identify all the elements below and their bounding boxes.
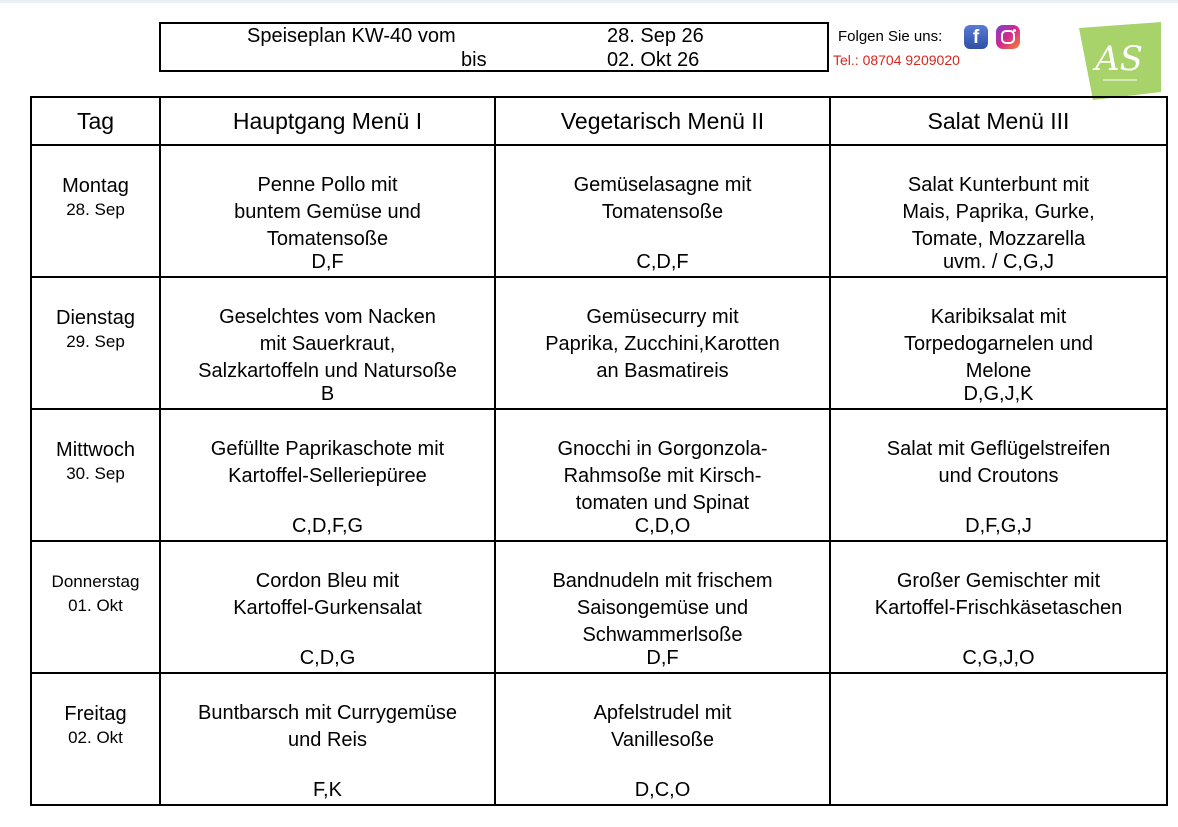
dish-text: Karibiksalat mit Torpedogarnelen und Melone — [903, 306, 1094, 382]
day-date: 02. Okt — [68, 728, 123, 747]
day-date: 29. Sep — [66, 332, 125, 351]
menu2-cell — [495, 145, 830, 277]
allergen-codes: C,G,J,O — [962, 647, 1035, 669]
day-date: 01. Okt — [68, 596, 123, 615]
dish-text: Gemüselasagne mit Tomatensoße — [573, 174, 752, 223]
table-row — [31, 409, 1167, 541]
menu2-cell — [495, 277, 830, 409]
plan-title: Speiseplan KW-40 vom — [247, 25, 456, 47]
table-row — [31, 541, 1167, 673]
allergen-codes: D,C,O — [634, 779, 691, 801]
day-name: Freitag — [64, 703, 127, 725]
menu3-cell — [830, 541, 1167, 673]
day-cell — [31, 541, 160, 673]
menu1-cell — [160, 277, 495, 409]
col-header-menu3: Salat Menü III — [830, 97, 1167, 145]
social-label: Folgen Sie uns: — [838, 28, 943, 45]
dish-text: Bandnudeln mit frischem Saisongemüse und Schwammerlsoße — [552, 570, 773, 646]
week-header — [159, 22, 829, 72]
allergen-codes: B — [320, 383, 335, 405]
menu3-cell — [830, 277, 1167, 409]
day-name: Mittwoch — [56, 439, 135, 461]
col-header-menu2: Vegetarisch Menü II — [495, 97, 830, 145]
day-cell — [31, 409, 160, 541]
menu3-cell — [830, 673, 1167, 805]
day-date: 30. Sep — [66, 464, 125, 483]
col-header-day: Tag — [31, 97, 160, 145]
dish-text: Buntbarsch mit Currygemüse und Reis — [198, 702, 457, 751]
instagram-icon[interactable] — [996, 25, 1020, 49]
menu-table — [30, 96, 1168, 806]
allergen-codes: uvm. / C,G,J — [942, 251, 1055, 273]
dish-text: Cordon Bleu mit Kartoffel-Gurkensalat — [233, 570, 422, 619]
logo-graphic — [1079, 22, 1161, 100]
dish-text: Geselchtes vom Nacken mit Sauerkraut, Salzkartoffeln und Natursoße — [198, 306, 457, 382]
table-row — [31, 277, 1167, 409]
day-cell — [31, 145, 160, 277]
brand-logo — [1079, 22, 1161, 100]
menu2-cell — [495, 409, 830, 541]
allergen-codes: C,D,G — [299, 647, 356, 669]
table-row — [31, 673, 1167, 805]
day-name: Donnerstag — [51, 572, 140, 591]
allergen-codes: D,F — [311, 251, 344, 273]
date-to: 02. Okt 26 — [607, 49, 700, 71]
dish-text: Gemüsecurry mit Paprika, Zucchini,Karotten an Basmatireis — [545, 306, 780, 382]
menu3-cell — [830, 409, 1167, 541]
menu1-cell — [160, 409, 495, 541]
dish-text: Salat mit Geflügelstreifen und Croutons — [886, 438, 1111, 487]
allergen-codes: D,G,J,K — [963, 383, 1034, 405]
bis-label: bis — [461, 49, 487, 71]
menu2-cell — [495, 673, 830, 805]
allergen-codes: C,D,F — [636, 251, 689, 273]
dish-text: Salat Kunterbunt mit Mais, Paprika, Gurke, Tomate, Mozzarella — [902, 174, 1095, 250]
dish-text: Penne Pollo mit buntem Gemüse und Tomatensoße — [234, 174, 421, 250]
allergen-codes: F,K — [313, 779, 342, 801]
dish-text: Gefüllte Paprikaschote mit Kartoffel-Selleriepüree — [210, 438, 445, 487]
table-header-row — [31, 97, 1167, 145]
menu2-cell — [495, 541, 830, 673]
day-name: Dienstag — [56, 307, 135, 329]
top-divider — [0, 0, 1178, 3]
day-date: 28. Sep — [66, 200, 125, 219]
dish-text: Großer Gemischter mit Kartoffel-Frischkäsetaschen — [874, 570, 1123, 619]
dish-text — [831, 674, 1166, 700]
day-name: Montag — [62, 175, 129, 197]
dish-text: Apfelstrudel mit Vanillesoße — [593, 702, 732, 751]
date-from: 28. Sep 26 — [607, 25, 704, 47]
allergen-codes: C,D,F,G — [291, 515, 364, 537]
allergen-codes: D,F — [646, 647, 679, 669]
menu1-cell — [160, 541, 495, 673]
table-row — [31, 145, 1167, 277]
allergen-codes: C,D,O — [634, 515, 691, 537]
col-header-menu1: Hauptgang Menü I — [160, 97, 495, 145]
menu1-cell — [160, 145, 495, 277]
menu1-cell — [160, 673, 495, 805]
logo-monogram: AS — [1095, 39, 1143, 79]
menu3-cell — [830, 145, 1167, 277]
phone-number: Tel.: 08704 9209020 — [833, 52, 960, 68]
facebook-icon[interactable]: f — [964, 25, 988, 49]
allergen-codes: D,F,G,J — [965, 515, 1032, 537]
day-cell — [31, 277, 160, 409]
day-cell — [31, 673, 160, 805]
dish-text: Gnocchi in Gorgonzola- Rahmsoße mit Kirsch- tomaten und Spinat — [557, 438, 768, 514]
